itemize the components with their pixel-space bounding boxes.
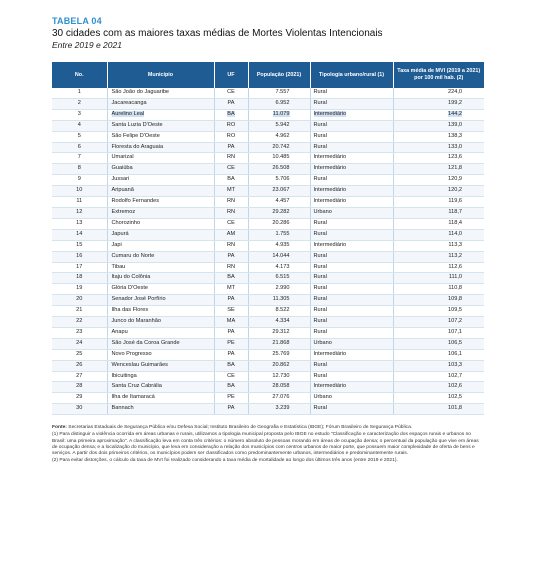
cell-uf: RO <box>214 131 248 142</box>
table-row <box>52 306 484 317</box>
cell-municipio: Glória D'Oeste <box>107 284 214 295</box>
cell-no: 17 <box>52 262 107 273</box>
source-note <box>52 425 484 431</box>
cell-taxa: 102,7 <box>393 371 484 382</box>
cell-populacao: 20.286 <box>248 218 310 229</box>
table-row <box>52 98 484 109</box>
cell-tipologia: Intermediário <box>310 197 393 208</box>
table-row <box>52 207 484 218</box>
cell-no: 10 <box>52 186 107 197</box>
cell-tipologia: Rural <box>310 229 393 240</box>
cell-tipologia: Rural <box>310 175 393 186</box>
cell-municipio: Santa Luzia D'Oeste <box>107 120 214 131</box>
cell-populacao: 4.334 <box>248 317 310 328</box>
cell-uf: PE <box>214 393 248 404</box>
cell-no: 20 <box>52 295 107 306</box>
cell-uf: CE <box>214 88 248 98</box>
cell-uf: RN <box>214 207 248 218</box>
cell-taxa: 224,0 <box>393 88 484 98</box>
cell-tipologia: Rural <box>310 88 393 98</box>
cell-no: 25 <box>52 349 107 360</box>
cell-tipologia: Rural <box>310 360 393 371</box>
table-row <box>52 131 484 142</box>
cell-taxa: 111,0 <box>393 273 484 284</box>
cell-populacao: 23.067 <box>248 186 310 197</box>
cell-populacao: 4.935 <box>248 240 310 251</box>
cell-taxa: 102,6 <box>393 382 484 393</box>
highlighted-text: 144,2 <box>448 110 462 117</box>
footnote-2: (2) Para evitar distorções, o cálculo da taxa de MVI foi realizado considerando a taxa média de mortalidade ao longo dos últimos três anos (entre 2019 e 2021). <box>52 458 398 464</box>
cell-municipio: Anapu <box>107 327 214 338</box>
cell-taxa: 199,2 <box>393 98 484 109</box>
cell-no: 24 <box>52 338 107 349</box>
cell-municipio: Itaju do Colônia <box>107 273 214 284</box>
cell-municipio: São João do Jaguaribe <box>107 88 214 98</box>
cell-no: 18 <box>52 273 107 284</box>
cell-tipologia: Rural <box>310 120 393 131</box>
cell-taxa: 109,8 <box>393 295 484 306</box>
cell-uf: PA <box>214 349 248 360</box>
cell-populacao: 27.076 <box>248 393 310 404</box>
cell-populacao: 6.515 <box>248 273 310 284</box>
cell-no: 8 <box>52 164 107 175</box>
cell-uf: MA <box>214 317 248 328</box>
cell-populacao: 20.742 <box>248 142 310 153</box>
cell-no: 15 <box>52 240 107 251</box>
table-title: 30 cidades com as maiores taxas médias de Mortes Violentas Intencionais <box>52 28 383 39</box>
table-row <box>52 349 484 360</box>
table-row <box>52 371 484 382</box>
table-row <box>52 109 484 120</box>
cell-uf: PA <box>214 327 248 338</box>
cell-municipio: Umarizal <box>107 153 214 164</box>
cell-uf: BA <box>214 175 248 186</box>
cell-uf: CE <box>214 164 248 175</box>
cell-populacao: 6.952 <box>248 98 310 109</box>
table-row <box>52 197 484 208</box>
cell-municipio: Jussari <box>107 175 214 186</box>
table-row <box>52 338 484 349</box>
cell-uf: BA <box>214 273 248 284</box>
cell-no: 13 <box>52 218 107 229</box>
cell-municipio: São Felipe D'Oeste <box>107 131 214 142</box>
cell-uf: PE <box>214 338 248 349</box>
table-row <box>52 186 484 197</box>
cell-no: 28 <box>52 382 107 393</box>
cell-taxa: 139,0 <box>393 120 484 131</box>
cell-uf: PA <box>214 142 248 153</box>
cell-taxa: 113,2 <box>393 251 484 262</box>
cell-populacao: 4.962 <box>248 131 310 142</box>
cell-uf: PA <box>214 295 248 306</box>
cell-municipio: Chorozinho <box>107 218 214 229</box>
cell-municipio: Ilha das Flores <box>107 306 214 317</box>
cell-municipio: Ilha de Itamaracá <box>107 393 214 404</box>
cell-taxa: 112,6 <box>393 262 484 273</box>
cell-municipio: Extremoz <box>107 207 214 218</box>
cell-tipologia: Rural <box>310 142 393 153</box>
cell-taxa: 138,3 <box>393 131 484 142</box>
cell-populacao: 8.522 <box>248 306 310 317</box>
cell-no: 14 <box>52 229 107 240</box>
cell-no: 5 <box>52 131 107 142</box>
cell-tipologia: Rural <box>310 251 393 262</box>
cell-taxa: 107,2 <box>393 317 484 328</box>
cell-uf: BA <box>214 360 248 371</box>
cell-tipologia: Intermediário <box>310 240 393 251</box>
source-label: Fonte: <box>52 425 67 431</box>
table-row <box>52 273 484 284</box>
cell-populacao: 11.305 <box>248 295 310 306</box>
cell-tipologia: Rural <box>310 404 393 415</box>
cell-municipio: Jacareacanga <box>107 98 214 109</box>
cell-municipio <box>107 109 214 120</box>
cell-populacao <box>248 109 310 120</box>
cell-tipologia: Rural <box>310 295 393 306</box>
cell-no: 3 <box>52 109 107 120</box>
cell-populacao: 7.557 <box>248 88 310 98</box>
cell-taxa: 110,8 <box>393 284 484 295</box>
document-page <box>52 16 484 465</box>
table-row <box>52 175 484 186</box>
table-row <box>52 229 484 240</box>
cell-taxa: 113,3 <box>393 240 484 251</box>
table-row <box>52 284 484 295</box>
cell-uf: RN <box>214 240 248 251</box>
cell-tipologia: Urbano <box>310 207 393 218</box>
table-notes <box>52 425 484 464</box>
cell-uf: MT <box>214 284 248 295</box>
table-row <box>52 153 484 164</box>
cell-municipio: Japurá <box>107 229 214 240</box>
cell-tipologia: Intermediário <box>310 164 393 175</box>
cell-municipio: Junco do Maranhão <box>107 317 214 328</box>
table-row <box>52 327 484 338</box>
cell-taxa: 123,6 <box>393 153 484 164</box>
cell-populacao: 20.862 <box>248 360 310 371</box>
highlighted-text: Aurelino Leal <box>111 110 145 117</box>
cell-populacao: 14.044 <box>248 251 310 262</box>
cell-uf: BA <box>214 382 248 393</box>
cell-taxa: 107,1 <box>393 327 484 338</box>
cell-tipologia: Rural <box>310 284 393 295</box>
cell-tipologia: Rural <box>310 131 393 142</box>
column-header-populacao: População (2021) <box>248 62 310 88</box>
cell-taxa: 106,5 <box>393 338 484 349</box>
cell-taxa: 103,3 <box>393 360 484 371</box>
cell-municipio: Aripuanã <box>107 186 214 197</box>
cell-municipio: Japi <box>107 240 214 251</box>
table-row <box>52 317 484 328</box>
cell-no: 27 <box>52 371 107 382</box>
cell-taxa: 118,4 <box>393 218 484 229</box>
cell-no: 4 <box>52 120 107 131</box>
cell-municipio: Floresta do Araguaia <box>107 142 214 153</box>
cell-no: 19 <box>52 284 107 295</box>
cell-uf <box>214 109 248 120</box>
table-label: TABELA 04 <box>52 16 102 26</box>
highlighted-text: 11.079 <box>272 110 290 117</box>
cell-municipio: Santa Cruz Cabrália <box>107 382 214 393</box>
cell-populacao: 28.058 <box>248 382 310 393</box>
cell-taxa: 121,8 <box>393 164 484 175</box>
table-row <box>52 240 484 251</box>
cell-no: 11 <box>52 197 107 208</box>
cell-no: 16 <box>52 251 107 262</box>
cell-tipologia: Rural <box>310 317 393 328</box>
mvi-table <box>52 62 484 415</box>
table-row <box>52 120 484 131</box>
table-row <box>52 164 484 175</box>
cell-taxa: 120,2 <box>393 186 484 197</box>
cell-tipologia: Rural <box>310 273 393 284</box>
cell-tipologia: Rural <box>310 98 393 109</box>
cell-uf: AM <box>214 229 248 240</box>
cell-no: 9 <box>52 175 107 186</box>
cell-populacao: 4.173 <box>248 262 310 273</box>
cell-uf: MT <box>214 186 248 197</box>
cell-no: 26 <box>52 360 107 371</box>
cell-tipologia: Intermediário <box>310 382 393 393</box>
cell-uf: CE <box>214 371 248 382</box>
table-row <box>52 142 484 153</box>
table-row <box>52 295 484 306</box>
cell-tipologia: Intermediário <box>310 186 393 197</box>
column-header-no: No. <box>52 62 107 88</box>
cell-municipio: Senador José Porfírio <box>107 295 214 306</box>
cell-no: 29 <box>52 393 107 404</box>
cell-populacao: 29.312 <box>248 327 310 338</box>
cell-tipologia: Rural <box>310 262 393 273</box>
cell-populacao: 21.868 <box>248 338 310 349</box>
cell-taxa: 109,5 <box>393 306 484 317</box>
cell-populacao: 10.485 <box>248 153 310 164</box>
cell-tipologia: Intermediário <box>310 349 393 360</box>
cell-municipio: Rodolfo Fernandes <box>107 197 214 208</box>
cell-uf: PA <box>214 404 248 415</box>
cell-taxa: 120,9 <box>393 175 484 186</box>
cell-uf: RN <box>214 197 248 208</box>
column-header-uf: UF <box>214 62 248 88</box>
table-row <box>52 88 484 98</box>
footnote-1: (1) Para distinguir a violência ocorrida em áreas urbanas e rurais, utilizamos a tipologia municipal proposta pelo IBGE no estudo "Classificação e caracterização dos espaços rurais e urbanos no Brasil: uma primeira aproximação". A classificação leva em conta três critérios: o número absoluto de pessoas morando em áreas de ocupação densa; o percentual da população que vive em áreas de ocupação densa; e a localização do município, que leva em consideração a relação dos municípios com centros urbanos de maior porte, que possuem maior complexidade de oferta de bens e serviços. A partir dos dois primeiros critérios, os municípios podem ser classificados como predominantemente urbanos, intermediários e predominantemente rurais. <box>52 432 479 456</box>
cell-no: 21 <box>52 306 107 317</box>
table-row <box>52 262 484 273</box>
table-row <box>52 382 484 393</box>
table-row <box>52 404 484 415</box>
cell-populacao: 26.508 <box>248 164 310 175</box>
cell-taxa: 119,6 <box>393 197 484 208</box>
cell-taxa <box>393 109 484 120</box>
column-header-tipologia: Tipologia urbano/rural (1) <box>310 62 393 88</box>
cell-populacao: 4.457 <box>248 197 310 208</box>
table-body <box>52 88 484 415</box>
cell-uf: PA <box>214 251 248 262</box>
cell-no: 2 <box>52 98 107 109</box>
cell-municipio: Bannach <box>107 404 214 415</box>
cell-no: 30 <box>52 404 107 415</box>
cell-tipologia: Urbano <box>310 393 393 404</box>
highlighted-text: Intermediário <box>313 110 347 117</box>
cell-no: 12 <box>52 207 107 218</box>
cell-populacao: 29.282 <box>248 207 310 218</box>
table-header-row <box>52 62 484 88</box>
cell-taxa: 114,0 <box>393 229 484 240</box>
cell-taxa: 118,7 <box>393 207 484 218</box>
cell-taxa: 101,8 <box>393 404 484 415</box>
cell-no: 22 <box>52 317 107 328</box>
cell-taxa: 133,0 <box>393 142 484 153</box>
column-header-municipio: Município <box>107 62 214 88</box>
table-row <box>52 218 484 229</box>
cell-populacao: 25.769 <box>248 349 310 360</box>
table-subtitle: Entre 2019 e 2021 <box>52 40 122 50</box>
cell-uf: RN <box>214 262 248 273</box>
cell-municipio: Cumaru do Norte <box>107 251 214 262</box>
cell-tipologia: Rural <box>310 371 393 382</box>
cell-municipio: Ibicuitinga <box>107 371 214 382</box>
cell-municipio: Wenceslau Guimarães <box>107 360 214 371</box>
highlighted-text: BA <box>227 110 235 117</box>
cell-populacao: 3.239 <box>248 404 310 415</box>
cell-populacao: 12.730 <box>248 371 310 382</box>
cell-uf: CE <box>214 218 248 229</box>
cell-no: 23 <box>52 327 107 338</box>
cell-municipio: Tibau <box>107 262 214 273</box>
cell-tipologia <box>310 109 393 120</box>
cell-no: 7 <box>52 153 107 164</box>
column-header-taxa: Taxa média de MVI (2019 a 2021) por 100 mil hab. (2) <box>393 62 484 88</box>
cell-populacao: 5.706 <box>248 175 310 186</box>
cell-uf: PA <box>214 98 248 109</box>
cell-populacao: 2.990 <box>248 284 310 295</box>
cell-municipio: Guaiúba <box>107 164 214 175</box>
cell-tipologia: Rural <box>310 218 393 229</box>
cell-taxa: 106,1 <box>393 349 484 360</box>
table-row <box>52 393 484 404</box>
cell-no: 6 <box>52 142 107 153</box>
cell-populacao: 5.942 <box>248 120 310 131</box>
cell-populacao: 1.755 <box>248 229 310 240</box>
cell-municipio: Novo Progresso <box>107 349 214 360</box>
cell-uf: RO <box>214 120 248 131</box>
cell-tipologia: Urbano <box>310 338 393 349</box>
table-row <box>52 360 484 371</box>
table-row <box>52 251 484 262</box>
cell-taxa: 102,5 <box>393 393 484 404</box>
cell-no: 1 <box>52 88 107 98</box>
cell-tipologia: Rural <box>310 306 393 317</box>
cell-municipio: São José da Coroa Grande <box>107 338 214 349</box>
cell-uf: RN <box>214 153 248 164</box>
source-text: Secretarias Estaduais de Segurança Pública e/ou Defesa Social; Instituto Brasileiro de Geografia e Estatística (IBGE); Fórum Brasileiro de Segurança Pública. <box>66 425 413 431</box>
cell-uf: SE <box>214 306 248 317</box>
cell-tipologia: Intermediário <box>310 153 393 164</box>
cell-tipologia: Rural <box>310 327 393 338</box>
